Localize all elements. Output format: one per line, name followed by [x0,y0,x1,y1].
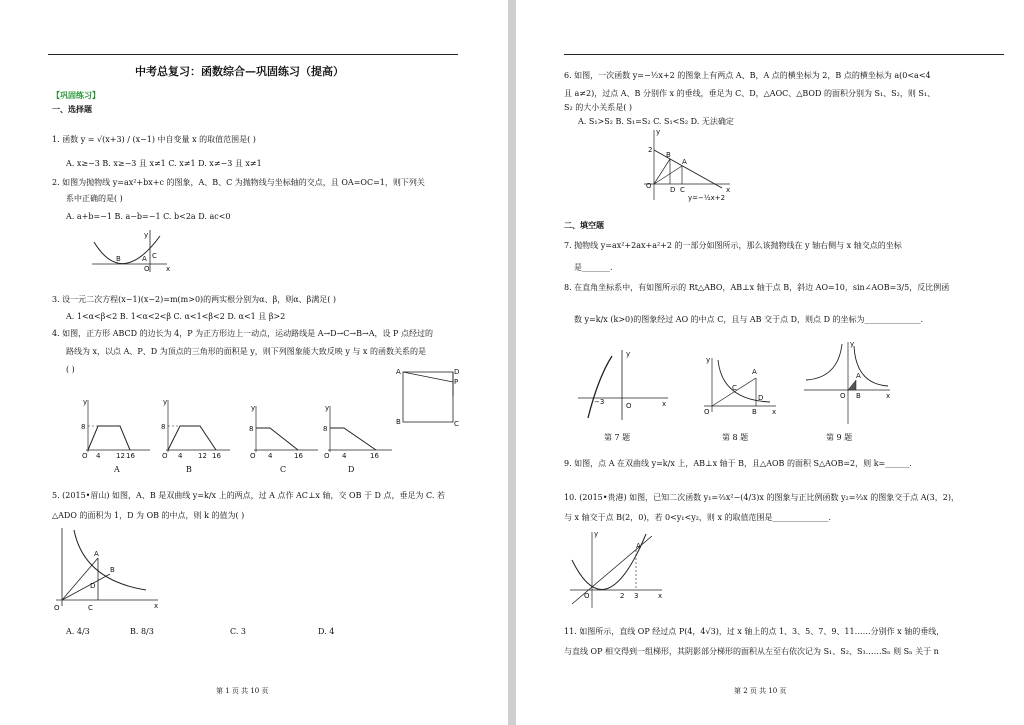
page-number: 第 2 页 共 10 页 [734,687,787,695]
svg-text:C: C [88,604,93,612]
svg-text:A: A [856,372,861,380]
option-b-graph [160,398,232,460]
svg-text:A: A [682,158,687,166]
svg-text:A: A [142,255,147,263]
svg-text:A: A [396,368,401,376]
page-number: 第 1 页 共 10 页 [216,687,269,695]
svg-text:y: y [144,231,149,239]
svg-text:x: x [662,400,667,408]
question-7-line1: 7. 抛物线 y=ax²+2ax+a²+2 的一部分如图所示，那么该抛物线在 y 轴右侧与 x 轴交点的坐标 [564,241,902,250]
svg-text:O: O [250,452,256,460]
svg-text:y: y [706,356,711,364]
question-11-line2: 与直线 OP 相交得到一组梯形，其阴影部分梯形的面积从左至右依次记为 S₁、S₂、S₃……Sₙ 则 Sₙ 关于 n [564,647,939,656]
svg-text:O: O [144,265,150,273]
question-6-options: A. S₁>S₂ B. S₁=S₂ C. S₁<S₂ D. 无法确定 [578,117,734,126]
svg-text:B: B [116,255,121,263]
question-9: 9. 如图，点 A 在双曲线 y=k/x 上，AB⊥x 轴于 B，且△AOB 的面积 S△AOB=2，则 k=______. [564,459,912,468]
question-5-line1: 5. (2015•眉山) 如图，A、B 是双曲线 y=k/x 上的两点，过 A 点作 AC⊥x 轴，交 OB 于 D 点，垂足为 C. 若 [52,491,445,500]
svg-text:−3: −3 [594,398,605,406]
section-heading-fill: 二、填空题 [564,220,604,230]
svg-text:B: B [752,408,757,416]
option-a-graph [80,398,152,460]
question-4-line1: 4. 如图，正方形 ABCD 的边长为 4，P 为正方形边上一动点，运动路线是 A→D→C→B→A，设 P 点经过的 [52,329,433,338]
svg-text:O: O [646,182,652,190]
question-11-line1: 11. 如图所示，直线 OP 经过点 P(4，4√3)，过 x 轴上的点 1、3、5、7、9、11……分别作 x 轴的垂线， [564,627,945,636]
svg-text:O: O [162,452,168,460]
figure-8-caption: 第 8 题 [722,433,749,442]
svg-text:A: A [94,550,99,558]
svg-text:y: y [850,340,855,348]
question-6-figure [642,128,732,202]
svg-text:y: y [656,128,661,136]
svg-text:C: C [152,252,157,260]
question-3: 3. 设一元二次方程(x−1)(x−2)=m(m>0)的两实根分别为α、β，则α、β满足( ) [52,295,337,304]
svg-text:y: y [325,404,330,412]
svg-text:C: C [454,420,459,428]
svg-text:D: D [90,582,96,590]
svg-text:y: y [594,530,599,538]
section-tag: 【巩固练习】 [52,90,100,100]
svg-text:8: 8 [81,423,86,431]
question-6-line3: S₂ 的大小关系是( ) [564,103,633,112]
svg-text:y: y [626,350,631,358]
svg-text:12: 12 [116,452,125,460]
option-c-graph [248,404,320,460]
svg-text:A: A [636,542,641,550]
question-2-figure [92,228,172,274]
svg-text:B: B [856,392,861,400]
svg-text:16: 16 [294,452,303,460]
page-1 [0,0,508,725]
figure-7-caption: 第 7 题 [604,433,631,442]
svg-text:D: D [454,368,460,376]
page-2 [516,0,1024,725]
svg-text:O: O [840,392,846,400]
svg-text:4: 4 [342,452,347,460]
svg-text:O: O [54,604,60,612]
svg-text:D: D [758,394,764,402]
svg-text:x: x [658,592,663,600]
question-4-line2: 路线为 x，以点 A、P、D 为顶点的三角形的面积是 y，则下列图象能大致反映 y 与 x 的函数关系的是 [66,347,426,356]
figure-9-caption: 第 9 题 [826,433,853,442]
question-10-line2: 与 x 轴交于点 B(2，0)，若 0<y₁<y₂，则 x 的取值范围是______________. [564,513,832,522]
question-7-figure [576,348,672,422]
svg-text:O: O [584,592,590,600]
svg-text:O: O [82,452,88,460]
question-6-line2: 且 a≠2)，过点 A、B 分别作 x 的垂线，垂足为 C、D，△AOC、△BOD 的面积分别为 S₁、S₂，则 S₁、 [564,89,936,98]
svg-text:O: O [324,452,330,460]
option-b-label: B [186,465,192,474]
option-d-label: D [348,465,355,474]
question-3-options: A. 1<α<β<2 B. 1<α<2<β C. α<1<β<2 D. α<1 且 β>2 [66,312,286,321]
question-4-line3: ( ) [66,365,75,374]
question-5-option-a: A. 4/3 [66,627,90,636]
svg-text:B: B [396,418,401,426]
question-8-line2: 数 y=k/x (k>0)的图象经过 AO 的中点 C，且与 AB 交于点 D，则点 D 的坐标为______________. [574,315,924,324]
question-8-figure [700,356,780,418]
question-6-line1: 6. 如图，一次函数 y=−½x+2 的图象上有两点 A、B，A 点的横坐标为 2，B 点的横坐标为 a(0<a<4 [564,71,931,80]
question-7-line2: 是_______. [574,263,613,272]
svg-text:4: 4 [96,452,101,460]
question-5-figure [50,528,162,612]
svg-text:12: 12 [198,452,207,460]
option-c-label: C [280,465,287,474]
question-5-line2: △ADO 的面积为 1，D 为 OB 的中点，则 k 的值为( ) [52,511,245,520]
option-d-graph [322,404,394,460]
question-1: 1. 函数 y = √(x+3) / (x−1) 中自变量 x 的取值范围是( ) [52,135,256,144]
svg-text:y: y [163,398,168,406]
header-rule [564,54,1004,55]
svg-text:2: 2 [648,146,653,154]
question-8-line1: 8. 在直角坐标系中，有如图所示的 Rt△ABO，AB⊥x 轴于点 B，斜边 AO=10，sin∠AOB=3/5，反比例函 [564,283,950,292]
svg-text:16: 16 [370,452,379,460]
question-2-line1: 2. 如图为抛物线 y=ax²+bx+c 的图象，A、B、C 为抛物线与坐标轴的交点，且 OA=OC=1，则下列关 [52,178,425,187]
svg-text:D: D [670,186,676,194]
svg-text:B: B [110,566,115,574]
svg-text:16: 16 [212,452,221,460]
line-equation-label: y=−½x+2 [688,194,726,202]
header-rule [48,54,458,55]
svg-text:A: A [752,368,757,376]
svg-text:y: y [83,398,88,406]
svg-text:x: x [772,408,777,416]
page-title: 中考总复习：函数综合—巩固练习（提高） [135,65,344,78]
question-4-square-figure [396,366,460,428]
question-9-figure [802,340,894,426]
svg-text:x: x [726,186,731,194]
svg-text:C: C [732,384,737,392]
svg-text:C: C [680,186,685,194]
svg-text:x: x [166,265,171,273]
svg-text:O: O [704,408,710,416]
svg-text:4: 4 [268,452,273,460]
svg-text:3: 3 [634,592,639,600]
section-heading-choice: 一、选择题 [52,104,92,114]
svg-text:y: y [251,404,256,412]
question-10-figure [566,530,666,610]
question-5-option-d: D. 4 [318,627,335,636]
page-gap [508,0,516,725]
question-2-options: A. a+b=−1 B. a−b=−1 C. b<2a D. ac<0 [66,212,231,221]
question-10-line1: 10. (2015•贵港) 如图，已知二次函数 y₁=⅔x²−(4/3)x 的图象与正比例函数 y₂=⅔x 的图象交于点 A(3，2)， [564,493,959,502]
question-5-option-b: B. 8/3 [130,627,154,636]
svg-text:x: x [154,602,159,610]
svg-text:4: 4 [178,452,183,460]
svg-text:16: 16 [126,452,135,460]
svg-text:8: 8 [323,425,328,433]
option-a-label: A [114,465,120,474]
svg-text:8: 8 [249,425,254,433]
svg-text:B: B [666,151,671,159]
question-1-options: A. x≥−3 B. x≥−3 且 x≠1 C. x≠1 D. x≠−3 且 x≠1 [66,159,262,168]
question-2-line2: 系中正确的是( ) [66,194,123,203]
question-5-option-c: C. 3 [230,627,247,636]
svg-text:8: 8 [161,423,166,431]
svg-text:2: 2 [620,592,625,600]
svg-text:P: P [454,378,459,386]
svg-text:x: x [886,392,891,400]
svg-text:O: O [626,402,632,410]
